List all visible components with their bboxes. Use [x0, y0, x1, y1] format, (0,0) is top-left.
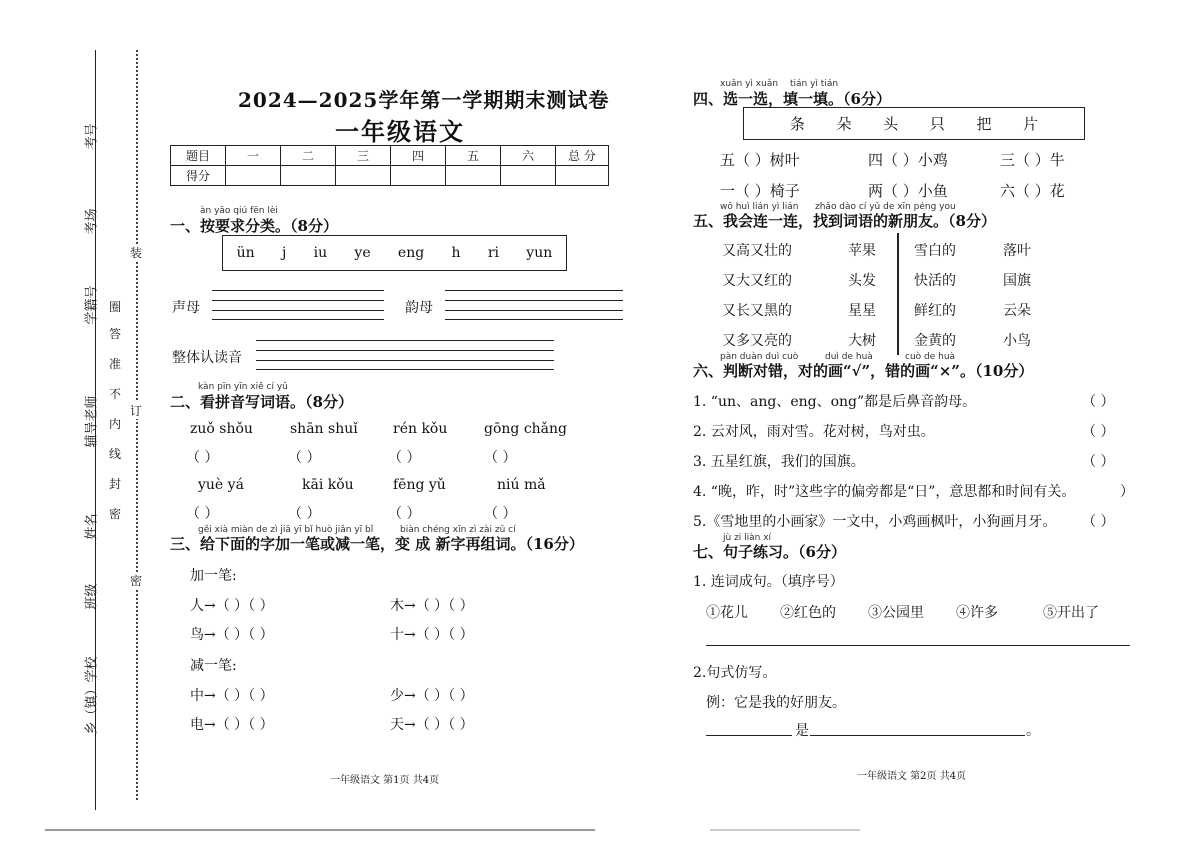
q4-word: 把 — [976, 115, 992, 133]
q7-sub1-label: 1. 连词成句。（填序号） — [693, 574, 844, 590]
q7-sub2-label: 2.句式仿写。 — [693, 665, 777, 681]
q6-statement: 1. “un、ang、eng、ong”都是后鼻音韵母。 — [693, 394, 977, 410]
q1-item: ün — [236, 245, 255, 261]
q7-answer-line[interactable] — [706, 645, 1130, 646]
score-cell: 题目 — [171, 146, 226, 166]
q1-item: ye — [354, 245, 371, 261]
exam-title: 2024—2025学年第一学期期末测试卷 — [238, 88, 610, 112]
q6-title: 六、判断对错，对的画“√”，错的画“×”。（10分） — [693, 362, 1034, 380]
q5-divider — [897, 233, 899, 355]
q1-pinyin: àn yāo qiú fēn lèi — [200, 206, 278, 216]
q1-label-zhengti: 整体认读音 — [172, 350, 242, 366]
q7-blank-1[interactable] — [706, 735, 792, 736]
page-footer-left: 一年级语文 第1页 共4页 — [330, 775, 440, 786]
q5-match-word[interactable]: 又长又黑的 — [722, 303, 792, 319]
q2-answer-blank[interactable]: （ ） — [186, 450, 219, 466]
q7-word: ④许多 — [956, 605, 998, 621]
q2-pinyin-word: niú mǎ — [497, 477, 546, 493]
q5-match-word[interactable]: 云朵 — [1003, 303, 1031, 319]
q3-title: 三、给下面的字加一笔或减一笔，变 成 新字再组词。（16分） — [170, 535, 584, 553]
q6-pinyin: duì de huà — [825, 352, 873, 362]
q6-answer-bracket[interactable]: （ ） — [1082, 394, 1115, 410]
q1-shengmu-writing-lines[interactable] — [212, 290, 384, 320]
cut-char: 圈 — [108, 300, 121, 314]
q6-answer-bracket-close[interactable]: ） — [1120, 484, 1134, 500]
q5-match-word[interactable]: 又高又壮的 — [722, 243, 792, 259]
score-input-cell[interactable] — [281, 166, 336, 186]
q3-sub-label: 减一笔: — [190, 658, 237, 674]
q1-zhengti-writing-lines[interactable] — [256, 340, 554, 370]
q2-answer-blank[interactable]: （ ） — [288, 450, 321, 466]
q1-item: iu — [313, 245, 328, 261]
q3-sub-item[interactable]: 电→（ ）（ ） — [190, 717, 274, 733]
q5-match-word[interactable]: 国旗 — [1003, 273, 1031, 289]
q2-pinyin-word: kāi kǒu — [302, 477, 354, 493]
q2-pinyin-word: yuè yá — [198, 477, 244, 493]
q5-match-word[interactable]: 大树 — [848, 333, 876, 349]
q4-pinyin: xuǎn yì xuǎn — [720, 79, 779, 89]
q1-item: yun — [526, 245, 553, 261]
q2-answer-blank[interactable]: （ ） — [186, 506, 219, 522]
q2-answer-blank[interactable]: （ ） — [288, 506, 321, 522]
q6-pinyin: pàn duàn duì cuò — [720, 352, 799, 362]
q4-word: 片 — [1023, 115, 1039, 133]
q7-word: ②红色的 — [780, 605, 836, 621]
q5-match-word[interactable]: 又大又红的 — [722, 273, 792, 289]
exam-subtitle: 一年级语文 — [335, 117, 465, 146]
q6-pinyin: cuò de huà — [905, 352, 956, 362]
score-value-row — [171, 166, 609, 186]
score-input-cell[interactable] — [501, 166, 556, 186]
q7-title: 七、句子练习。（6分） — [693, 543, 846, 561]
q7-word: ⑤开出了 — [1043, 605, 1099, 621]
q4-fill-item[interactable]: 两（ ）小鱼 — [868, 182, 948, 200]
cut-line — [136, 50, 138, 800]
q4-word: 头 — [883, 115, 899, 133]
q6-answer-bracket[interactable]: （ ） — [1082, 514, 1115, 530]
score-input-cell[interactable] — [391, 166, 446, 186]
score-input-cell[interactable] — [226, 166, 281, 186]
q4-word: 条 — [789, 115, 805, 133]
cut-char: 线 — [108, 447, 121, 461]
q2-answer-blank[interactable]: （ ） — [388, 506, 421, 522]
q6-statement: 3. 五星红旗，我们的国旗。 — [693, 454, 865, 470]
cut-char: 内 — [108, 417, 121, 431]
q4-fill-item[interactable]: 五（ ）树叶 — [720, 151, 800, 169]
page-footer-right: 一年级语文 第2页 共4页 — [857, 771, 967, 782]
score-input-cell[interactable] — [556, 166, 609, 186]
q3-sub-item[interactable]: 天→（ ）（ ） — [390, 717, 474, 733]
q5-match-word[interactable]: 雪白的 — [914, 243, 956, 259]
q1-yunmu-writing-lines[interactable] — [445, 290, 623, 320]
q3-pinyin: biàn chéng xīn zì zài zǔ cí — [400, 525, 516, 535]
q7-word: ③公园里 — [868, 605, 924, 621]
score-cell: 三 — [336, 146, 391, 166]
q2-pinyin-word: zuǒ shǒu — [190, 421, 253, 437]
q6-answer-bracket[interactable]: （ ） — [1082, 424, 1115, 440]
q3-sub-item[interactable]: 中→（ ）（ ） — [190, 688, 274, 704]
q6-statement: 2. 云对风，雨对雪。花对树，鸟对虫。 — [693, 424, 935, 440]
q3-add-item[interactable]: 鸟→（ ）（ ） — [190, 627, 274, 643]
q5-pinyin: zhǎo dào cí yǔ de xīn péng you — [815, 202, 956, 212]
q4-pinyin: tián yì tián — [790, 79, 839, 89]
field-student-id: 学籍号 — [84, 285, 100, 325]
q5-match-word[interactable]: 苹果 — [848, 243, 876, 259]
q1-item: ri — [487, 245, 499, 261]
q7-pattern-mid: 是 — [795, 723, 809, 739]
q2-answer-blank[interactable]: （ ） — [484, 450, 517, 466]
cut-char: 封 — [108, 477, 121, 491]
q6-statement: 4. “晚，昨，时”这些字的偏旁都是“日”，意思都和时间有关。 — [693, 484, 1076, 500]
cut-char: 准 — [108, 357, 121, 371]
q4-fill-item[interactable]: 四（ ）小鸡 — [868, 151, 948, 169]
score-header-row — [171, 146, 609, 166]
score-cell: 一 — [226, 146, 281, 166]
q2-answer-blank[interactable]: （ ） — [388, 450, 421, 466]
cut-char: 不 — [108, 387, 121, 401]
q1-item: eng — [397, 245, 425, 261]
q2-pinyin-word: shān shuǐ — [290, 421, 358, 437]
q3-add-item[interactable]: 十→（ ）（ ） — [390, 627, 474, 643]
field-teacher: 辅导老师 — [84, 395, 100, 448]
q7-example: 例：它是我的好朋友。 — [706, 695, 846, 711]
q7-pinyin: jù zi liàn xí — [723, 533, 772, 543]
scan-edge — [710, 829, 860, 831]
q3-pinyin: gěi xià miàn de zì jiā yī bǐ huò jiǎn yī bǐ — [198, 525, 374, 535]
q1-label-shengmu: 声母 — [172, 300, 200, 316]
q5-match-word[interactable]: 快活的 — [914, 273, 956, 289]
score-input-cell[interactable] — [446, 166, 501, 186]
field-exam-room: 考场 — [84, 208, 100, 235]
q3-add-item[interactable]: 人→（ ）（ ） — [190, 598, 274, 614]
cut-char: 答 — [108, 327, 121, 341]
q1-item: h — [451, 245, 461, 261]
q2-title: 二、看拼音写词语。（8分） — [170, 393, 353, 411]
seal-char-mi: 密 — [129, 574, 142, 588]
q5-match-word[interactable]: 落叶 — [1003, 243, 1031, 259]
q5-match-word[interactable]: 星星 — [848, 303, 876, 319]
q4-word: 只 — [929, 115, 945, 133]
seal-char-ding: 订 — [129, 404, 142, 418]
q5-match-word[interactable]: 鲜红的 — [914, 303, 956, 319]
score-cell: 五 — [446, 146, 501, 166]
q6-statement: 5.《雪地里的小画家》一文中，小鸡画枫叶，小狗画月牙。 — [693, 514, 1057, 530]
score-cell: 六 — [501, 146, 556, 166]
q5-title: 五、我会连一连，找到词语的新朋友。（8分） — [693, 212, 996, 230]
q4-fill-item[interactable]: 一（ ）椅子 — [720, 182, 800, 200]
score-cell: 四 — [391, 146, 446, 166]
q4-fill-item[interactable]: 三（ ）牛 — [1000, 151, 1065, 169]
q4-word-box — [743, 107, 1085, 140]
q5-match-word[interactable]: 又多又亮的 — [722, 333, 792, 349]
q5-pinyin: wǒ huì lián yì lián — [720, 202, 799, 212]
q1-title: 一、按要求分类。（8分） — [170, 217, 338, 235]
q1-item-box — [222, 235, 567, 271]
q2-pinyin-word: fēng yǔ — [393, 477, 446, 493]
q2-pinyin: kàn pīn yīn xiě cí yǔ — [198, 382, 288, 392]
q7-word: ①花儿 — [706, 605, 748, 621]
q2-pinyin-word: gōng chǎng — [484, 421, 568, 437]
q2-pinyin-word: rén kǒu — [393, 421, 448, 437]
q1-label-yunmu: 韵母 — [405, 300, 433, 316]
q2-answer-blank[interactable]: （ ） — [484, 506, 517, 522]
score-table — [170, 145, 609, 186]
field-exam-no: 考号 — [84, 123, 100, 150]
score-cell: 二 — [281, 146, 336, 166]
q4-word: 朵 — [836, 115, 852, 133]
field-school: 乡（镇）学校 — [84, 656, 100, 735]
seal-char-zhuang: 装 — [129, 246, 142, 260]
cut-char: 密 — [108, 507, 121, 521]
score-cell: 得分 — [171, 166, 226, 186]
score-cell: 总 分 — [556, 146, 609, 166]
q4-title: 四、选一选，填一填。（6分） — [693, 90, 891, 108]
q3-sub-item[interactable]: 少→（ ）（ ） — [390, 688, 474, 704]
q5-match-word[interactable]: 头发 — [848, 273, 876, 289]
q6-answer-bracket[interactable]: （ ） — [1082, 454, 1115, 470]
scan-edge — [45, 829, 595, 831]
q7-pattern-end: 。 — [1026, 723, 1040, 739]
q3-add-item[interactable]: 木→（ ）（ ） — [390, 598, 474, 614]
q3-add-label: 加一笔: — [190, 568, 237, 584]
q4-fill-item[interactable]: 六（ ）花 — [1000, 182, 1065, 200]
field-class: 班级 — [84, 583, 100, 610]
q7-blank-2[interactable] — [810, 735, 1025, 736]
q5-match-word[interactable]: 小鸟 — [1003, 333, 1031, 349]
q1-item: j — [281, 245, 287, 261]
field-name: 姓名 — [84, 513, 100, 540]
q5-match-word[interactable]: 金黄的 — [914, 333, 956, 349]
score-input-cell[interactable] — [336, 166, 391, 186]
